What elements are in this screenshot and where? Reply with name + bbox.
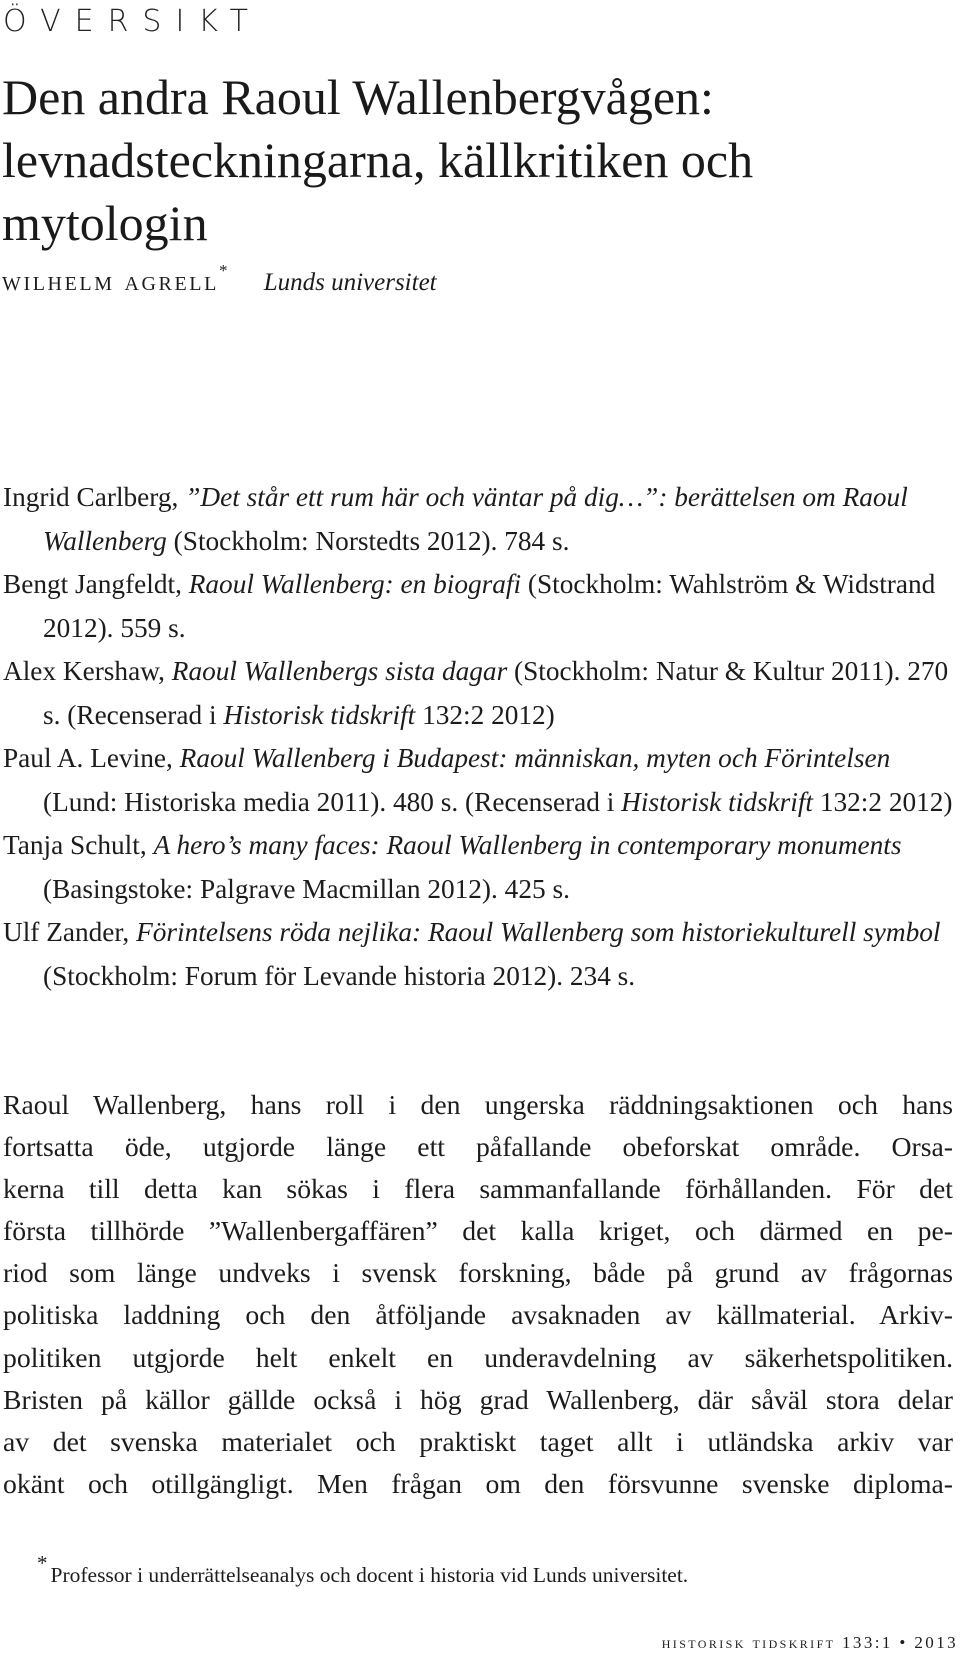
body-line: okänt och otillgängligt. Men frågan om den försvunne svenske diploma- — [3, 1467, 953, 1499]
reviewed-book: Paul A. Levine, Raoul Wallenberg i Budapest: människan, myten och Förintelsen (Lund: Historiska media 2011). 480 s. (Recenserad i Historisk tidskrift 132:2 2012) — [3, 743, 953, 817]
book-title: Raoul Wallenberg: en biografi — [188, 569, 522, 599]
book-title: Raoul Wallenbergs sista dagar — [171, 656, 508, 686]
section-label: ÖVERSIKT — [3, 4, 262, 39]
body-line: Raoul Wallenberg, hans roll i den ungerska räddningsaktionen och hans — [3, 1089, 953, 1120]
footnote — [37, 1552, 917, 1590]
body-line: politiska laddning och den åtföljande avsaknaden av källmaterial. Arkiv- — [3, 1299, 953, 1331]
article-title: Den andra Raoul Wallenbergvågen: levnadsteckningarna, källkritiken och mytologin — [2, 69, 754, 251]
body-line: första tillhörde ”Wallenbergaffären” det kalla kriget, och därmed en pe- — [3, 1215, 953, 1247]
body-line: kerna till detta kan sökas i flera sammanfallande förhållanden. För det — [3, 1173, 953, 1205]
reviewed-books-list — [3, 476, 953, 998]
footnote-text: Professor i underrättelseanalys och docent i historia vid Lunds universitet. — [50, 1563, 689, 1588]
body-line: riod som länge undveks i svensk forskning, både på grund av frågornas — [3, 1257, 953, 1289]
journal-title: Historisk tidskrift — [223, 699, 416, 730]
byline — [2, 261, 437, 298]
body-line: av det svenska materialet och praktiskt taget allt i utländska arkiv var — [3, 1425, 953, 1457]
journal-title: Historisk tidskrift — [621, 786, 814, 817]
reviewed-book: Ingrid Carlberg, ”Det står ett rum här och väntar på dig…”: berättelsen om Raoul Wallenberg (Stockholm: Norstedts 2012). 784 s. — [3, 482, 908, 556]
author-footnote-marker: * — [218, 261, 228, 280]
author-name: wilhelm agrell* — [2, 261, 228, 297]
body-line: Bristen på källor gällde också i hög grad Wallenberg, där såväl stora delar — [3, 1383, 953, 1415]
book-title: Förintelsens röda nejlika: Raoul Wallenberg som historiekulturell symbol — [136, 917, 941, 947]
reviewed-book: Tanja Schult, A hero’s many faces: Raoul Wallenberg in contemporary monuments (Basingstoke: Palgrave Macmillan 2012). 425 s. — [3, 830, 902, 904]
book-title: ”Det står ett rum här och väntar på dig…”: berättelsen om Raoul Wallenberg — [43, 482, 908, 556]
reviewed-book: Alex Kershaw, Raoul Wallenbergs sista dagar (Stockholm: Natur & Kultur 2011). 270 s. (Recenserad i Historisk tidskrift 132:2 2012) — [3, 656, 949, 730]
reviewed-book: Ulf Zander, Förintelsens röda nejlika: Raoul Wallenberg som historiekulturell symbol (Stockholm: Forum för Levande historia 2012). 234 s. — [3, 917, 941, 991]
body-line: fortsatta öde, utgjorde länge ett påfallande obeforskat område. Orsa- — [3, 1131, 953, 1163]
author-affiliation: Lunds universitet — [263, 268, 437, 296]
footnote-marker: * — [37, 1551, 48, 1575]
reviewed-book: Bengt Jangfeldt, Raoul Wallenberg: en biografi (Stockholm: Wahlström & Widstrand 2012). 559 s. — [3, 569, 936, 643]
body-line: politiken utgjorde helt enkelt en underavdelning av säkerhetspolitiken. — [3, 1341, 953, 1373]
running-footer: historisk tidskrift 133:1 • 2013 — [661, 1633, 958, 1652]
book-title: A hero’s many faces: Raoul Wallenberg in contemporary monuments — [153, 830, 902, 860]
body-paragraph — [3, 1084, 953, 1505]
book-title: Raoul Wallenberg i Budapest: människan, myten och Förintelsen — [179, 743, 891, 773]
